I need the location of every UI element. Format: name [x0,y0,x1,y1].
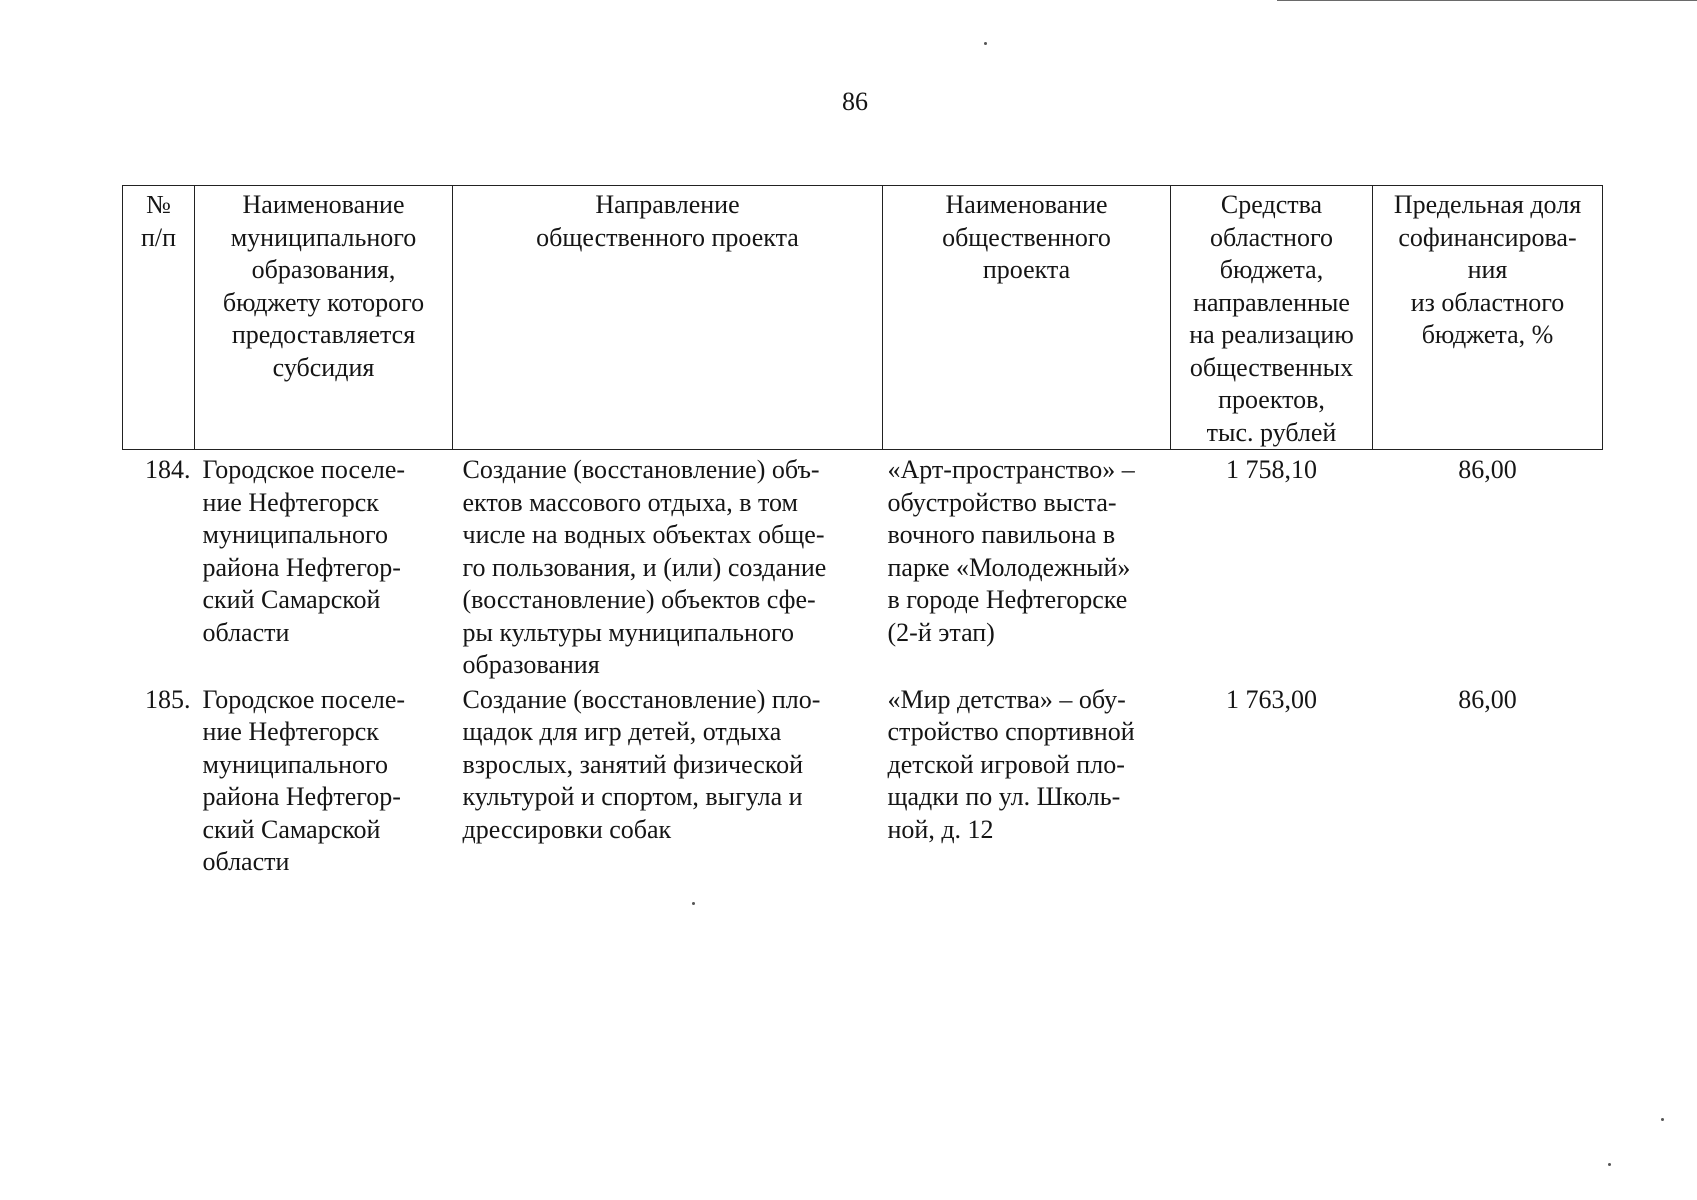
cell-line: дрессировки собак [462,814,672,844]
cell-line: муниципального [202,520,389,549]
scan-speck [1608,1163,1611,1166]
cell-line: го пользования, и (или) создание [462,552,827,582]
header-project-name [883,186,1171,450]
header-line: Направление [595,190,740,219]
row-number: 184. [145,455,191,484]
header-line: образования, [251,255,396,284]
table-header [123,186,1603,450]
cell-line: ной, д. 12 [887,814,994,844]
cell-line: взрослых, занятий физической [462,749,804,779]
header-number [123,186,195,450]
table-row [123,682,1603,879]
header-line: общественных [1189,352,1354,382]
header-line: из областного [1410,287,1565,317]
row-number: 185. [145,684,191,714]
scan-speck [1661,1118,1664,1121]
project-name-cell [883,682,1171,879]
header-line: тыс. рублей [1206,417,1337,447]
header-row [123,186,1603,450]
cell-line: детской игровой пло- [887,749,1125,779]
cell-line: числе на водных объектах обще- [462,520,825,549]
page-number: 86 [842,87,868,116]
header-direction [453,186,883,450]
header-line: предоставляется [231,320,416,349]
cell-line: стройство спортивной [887,717,1135,746]
header-line: бюджету которого [222,287,425,317]
share-cell: 86,00 [1458,684,1517,714]
cell-line: ский Самарской [202,585,381,614]
funds-cell: 1 758,10 [1226,455,1317,484]
cell-line: ектов массового отдыха, в том [462,487,798,517]
cell-line: щадок для игр детей, отдыха [462,717,782,746]
scan-edge-line [1277,0,1697,1]
cell-line: в городе Нефтегорске [887,585,1128,614]
cell-line: района Нефтегор- [202,552,401,582]
cell-line: Городское поселе- [202,684,406,714]
cell-line: обустройство выста- [887,487,1117,517]
header-line: бюджета, % [1421,320,1554,349]
header-line: на реализацию [1189,320,1354,349]
header-line: общественного [942,222,1111,252]
table-row [123,450,1603,682]
header-line: муниципального [230,222,417,252]
header-line: проекта [982,255,1071,284]
cell-line: ние Нефтегорск [202,717,379,746]
share-cell: 86,00 [1458,455,1517,484]
header-line: Наименование [242,190,405,219]
header-line: общественного проекта [536,222,799,252]
cell-line: Городское поселе- [202,455,406,484]
municipality-cell [195,450,453,682]
header-line: софинансирова- [1398,222,1577,252]
header-cofinancing-share [1373,186,1603,450]
direction-cell [453,682,883,879]
header-line: направленные [1193,287,1350,317]
cell-line: (2-й этап) [887,617,995,647]
scan-speck [692,902,695,905]
header-line: Средства [1220,190,1323,219]
header-line: областного [1210,222,1333,252]
header-municipality [195,186,453,450]
cell-line: района Нефтегор- [202,782,401,811]
cell-line: ский Самарской [202,814,381,844]
cell-line: вочного павильона в [887,520,1116,549]
cell-line: щадки по ул. Школь- [887,782,1121,811]
cell-line: (восстановление) объектов сфе- [462,585,816,614]
header-funds [1171,186,1373,450]
header-line: ния [1467,255,1508,284]
municipality-cell [195,682,453,879]
header-line: № [146,190,171,219]
scan-speck [984,42,987,45]
project-name-cell [883,450,1171,682]
cell-line: области [202,847,290,876]
header-line: проектов, [1218,385,1325,414]
header-line: бюджета, [1219,255,1324,284]
header-line: п/п [140,222,177,252]
direction-cell [453,450,883,682]
cell-line: ры культуры муниципального [462,617,794,647]
header-line: Наименование [945,190,1108,219]
funds-cell: 1 763,00 [1226,684,1317,714]
cell-line: Создание (восстановление) пло- [462,684,821,714]
header-line: субсидия [272,352,375,382]
cell-line: «Мир детства» – обу- [887,684,1126,714]
cell-line: ние Нефтегорск [202,487,379,517]
cell-line: парке «Молодежный» [887,552,1131,582]
subsidy-table [122,185,1603,879]
cell-line: «Арт-пространство» – [887,455,1135,484]
cell-line: Создание (восстановление) объ- [462,455,820,484]
cell-line: области [202,617,290,647]
header-line: Предельная доля [1393,190,1582,219]
cell-line: муниципального [202,749,389,779]
cell-line: культурой и спортом, выгула и [462,782,803,811]
cell-line: образования [462,650,600,679]
